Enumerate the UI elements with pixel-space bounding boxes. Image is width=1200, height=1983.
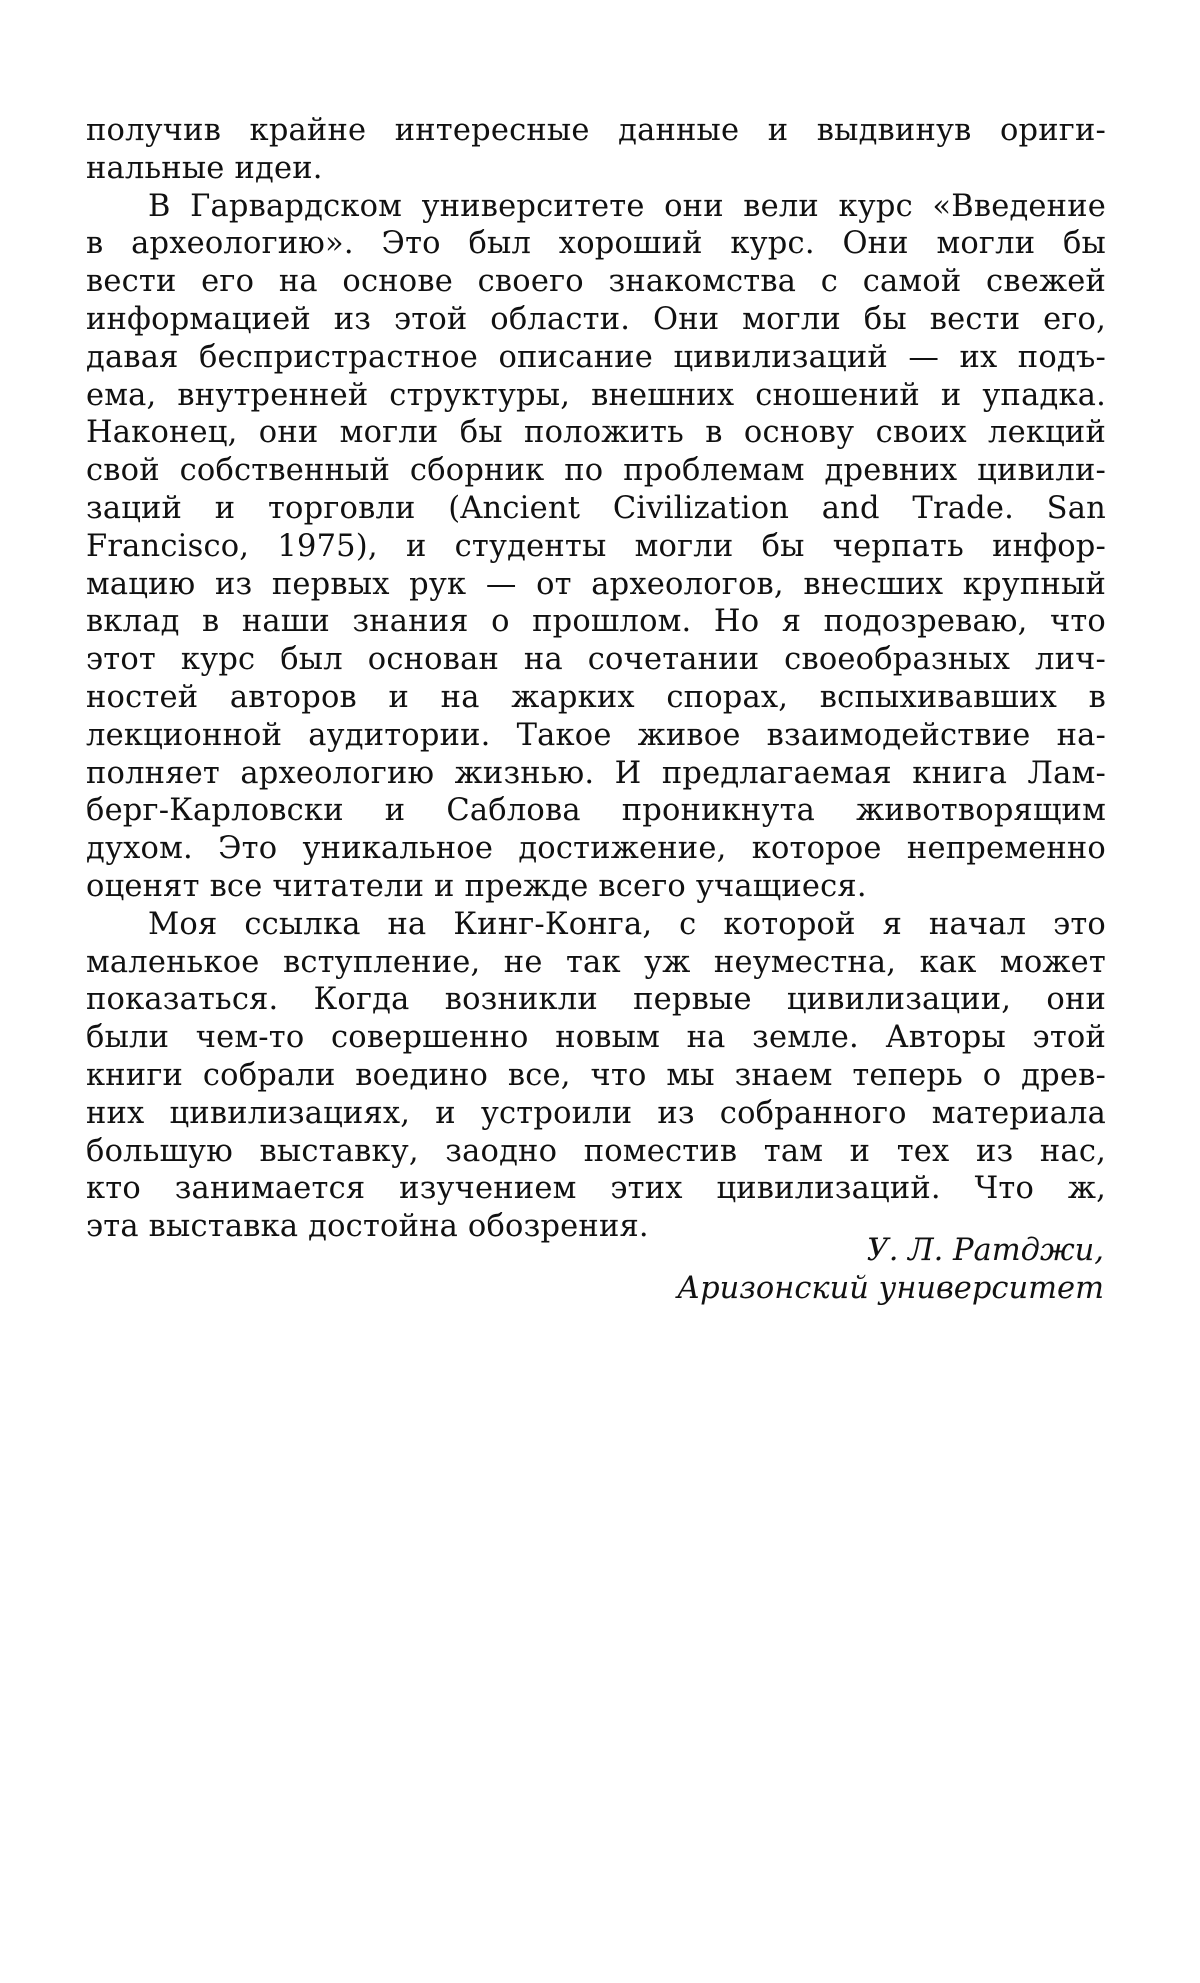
text-line: оценят все читатели и прежде всего учащиеся. <box>86 868 1106 906</box>
paragraph <box>86 906 1106 1246</box>
text-line: в археологию». Это был хороший курс. Они могли бы <box>86 225 1106 263</box>
text-line: В Гарвардском университете они вели курс «Введение <box>86 188 1106 226</box>
text-line: мацию из первых рук — от археологов, внесших крупный <box>86 566 1106 604</box>
body-text <box>86 112 1106 1246</box>
text-line: берг-Карловски и Саблова проникнута животворящим <box>86 792 1106 830</box>
text-line: показаться. Когда возникли первые цивилизации, они <box>86 981 1106 1019</box>
text-line: полняет археологию жизнью. И предлагаемая книга Лам- <box>86 755 1106 793</box>
text-line: них цивилизациях, и устроили из собранного материала <box>86 1095 1106 1133</box>
text-line: вклад в наши знания о прошлом. Но я подозреваю, что <box>86 603 1106 641</box>
signature-name: У. Л. Ратджи, <box>404 1232 1104 1270</box>
text-line: Моя ссылка на Кинг-Конга, с которой я начал это <box>86 906 1106 944</box>
signature-affiliation: Аризонский университет <box>404 1270 1104 1308</box>
text-line: ема, внутренней структуры, внешних сношений и упадка. <box>86 377 1106 415</box>
text-line: эта выставка достойна обозрения. <box>86 1208 1106 1246</box>
text-line: свой собственный сборник по проблемам древних цивили- <box>86 452 1106 490</box>
paragraph <box>86 188 1106 906</box>
text-line: информацией из этой области. Они могли бы вести его, <box>86 301 1106 339</box>
text-line: Наконец, они могли бы положить в основу своих лекций <box>86 414 1106 452</box>
document-page <box>0 0 1200 1983</box>
text-line: давая беспристрастное описание цивилизаций — их подъ- <box>86 339 1106 377</box>
text-line: вести его на основе своего знакомства с самой свежей <box>86 263 1106 301</box>
text-line: большую выставку, заодно поместив там и тех из нас, <box>86 1133 1106 1171</box>
text-line: заций и торговли (Ancient Civilization and Trade. San <box>86 490 1106 528</box>
text-line: книги собрали воедино все, что мы знаем теперь о древ- <box>86 1057 1106 1095</box>
text-line: кто занимается изучением этих цивилизаций. Что ж, <box>86 1170 1106 1208</box>
text-line: получив крайне интересные данные и выдвинув ориги- <box>86 112 1106 150</box>
text-line: лекционной аудитории. Такое живое взаимодействие на- <box>86 717 1106 755</box>
text-line: ностей авторов и на жарких спорах, вспыхивавших в <box>86 679 1106 717</box>
text-line: этот курс был основан на сочетании своеобразных лич- <box>86 641 1106 679</box>
text-line: Francisco, 1975), и студенты могли бы черпать инфор- <box>86 528 1106 566</box>
text-line: нальные идеи. <box>86 150 1106 188</box>
text-line: были чем-то совершенно новым на земле. Авторы этой <box>86 1019 1106 1057</box>
text-line: духом. Это уникальное достижение, которое непременно <box>86 830 1106 868</box>
text-line: маленькое вступление, не так уж неуместна, как может <box>86 944 1106 982</box>
paragraph <box>86 112 1106 188</box>
